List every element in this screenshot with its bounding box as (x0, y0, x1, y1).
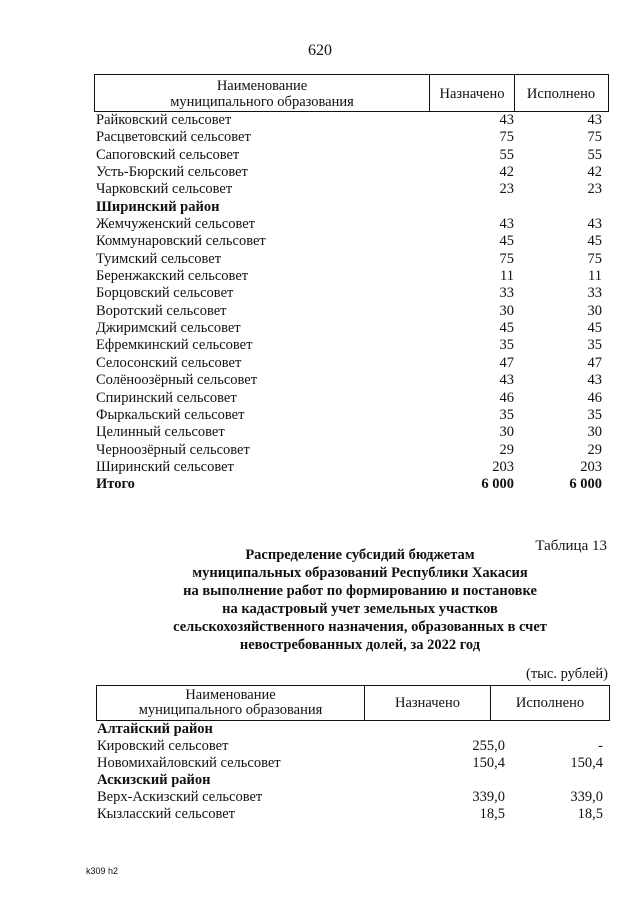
row-name: Черноозёрный сельсовет (96, 441, 250, 458)
row-executed: 23 (587, 181, 602, 198)
title-line: невостребованных долей, за 2022 год (239, 637, 481, 653)
table-row (94, 303, 609, 320)
row-name: Сапоговский сельсовет (96, 146, 240, 163)
row-name: Целинный сельсовет (96, 424, 225, 441)
header-executed: Исполнено (515, 695, 585, 711)
row-planned: 6 000 (481, 476, 514, 493)
row-planned: 35 (499, 406, 514, 423)
table-2-body (96, 721, 610, 823)
table-row (94, 320, 609, 337)
row-name: Борцовский сельсовет (96, 285, 234, 302)
table-row (94, 181, 609, 198)
table-label: Таблица 13 (535, 538, 607, 554)
row-name: Воротский сельсовет (96, 302, 227, 319)
table-row (94, 390, 609, 407)
row-executed: 47 (587, 354, 602, 371)
row-planned: 30 (499, 424, 514, 441)
header-name-line1: Наименование (185, 687, 276, 703)
table-row (94, 337, 609, 354)
row-name: Джиримский сельсовет (96, 320, 241, 337)
row-name: Ширинский район (96, 198, 220, 215)
title-line: на выполнение работ по формированию и постановке (183, 583, 537, 599)
row-planned: 45 (499, 233, 514, 250)
header-planned: Назначено (430, 75, 515, 111)
row-planned: 30 (499, 302, 514, 319)
table-row (96, 806, 610, 823)
row-executed: 30 (587, 424, 602, 441)
row-planned: 75 (499, 250, 514, 267)
row-name: Алтайский район (97, 721, 213, 737)
table-row (94, 424, 609, 441)
row-name: Верх-Аскизский сельсовет (97, 789, 263, 805)
row-name: Жемчуженский сельсовет (96, 216, 255, 233)
title-line: муниципальных образований Республики Хакасия (192, 565, 528, 581)
title-line: Распределение субсидий бюджетам (245, 547, 475, 563)
row-executed: 45 (587, 320, 602, 337)
row-executed: 55 (587, 146, 602, 163)
table-row (96, 738, 610, 755)
row-executed: 75 (587, 250, 602, 267)
row-planned: 339,0 (472, 789, 505, 805)
section-heading-row (96, 721, 610, 738)
row-name: Фыркальский сельсовет (96, 406, 245, 423)
row-planned: 46 (499, 389, 514, 406)
row-executed: 150,4 (570, 755, 603, 771)
row-name: Коммунаровский сельсовет (96, 233, 266, 250)
table-row (94, 251, 609, 268)
row-executed: 35 (587, 337, 602, 354)
row-name: Кызласский сельсовет (97, 806, 235, 822)
row-name: Кировский сельсовет (97, 738, 229, 754)
title-line: на кадастровый учет земельных участков (222, 601, 498, 617)
row-planned: 43 (499, 216, 514, 233)
table-1 (94, 74, 609, 494)
table-row (94, 268, 609, 285)
section-heading-row (94, 199, 609, 216)
header-executed: Исполнено (526, 86, 596, 102)
row-planned: 33 (499, 285, 514, 302)
header-name-cell (95, 75, 430, 111)
row-name: Ефремкинский сельсовет (96, 337, 253, 354)
row-planned: 23 (499, 181, 514, 198)
table-2-header (96, 685, 610, 721)
table-row (94, 147, 609, 164)
table-row (94, 112, 609, 129)
row-planned: 29 (499, 441, 514, 458)
row-executed: 75 (587, 129, 602, 146)
row-executed: 43 (587, 112, 602, 128)
table-row (94, 233, 609, 250)
row-executed: 42 (587, 164, 602, 181)
row-planned: 18,5 (479, 806, 505, 822)
row-planned: 43 (499, 372, 514, 389)
row-executed: 29 (587, 441, 602, 458)
row-planned: 75 (499, 129, 514, 146)
row-executed: 6 000 (569, 476, 602, 493)
row-executed: 45 (587, 233, 602, 250)
table-1-body (94, 112, 609, 494)
row-executed: 46 (587, 389, 602, 406)
units-label: (тыс. рублей) (526, 666, 608, 682)
row-planned: 45 (499, 320, 514, 337)
row-name: Аскизский район (97, 772, 211, 788)
row-name: Туимский сельсовет (96, 250, 222, 267)
table-row (96, 755, 610, 772)
row-planned: 55 (499, 146, 514, 163)
table-13-title (60, 546, 640, 654)
table-row (94, 164, 609, 181)
header-name-line2: муниципального образования (138, 702, 323, 718)
header-planned: Назначено (365, 686, 491, 720)
row-executed: 339,0 (570, 789, 603, 805)
page-number: 620 (308, 42, 332, 59)
row-planned: 47 (499, 354, 514, 371)
table-row (96, 789, 610, 806)
table-row (94, 442, 609, 459)
row-planned: 255,0 (472, 738, 505, 754)
row-executed: 11 (588, 268, 602, 285)
row-planned: 11 (500, 268, 514, 285)
title-line: сельскохозяйственного назначения, образованных в счет (173, 619, 547, 635)
row-executed: 43 (587, 216, 602, 233)
row-planned: 35 (499, 337, 514, 354)
row-name: Усть-Бюрский сельсовет (96, 164, 248, 181)
row-executed: - (598, 738, 603, 754)
table-row (94, 129, 609, 146)
table-1-header (94, 74, 609, 112)
row-planned: 43 (499, 112, 514, 128)
table-row (94, 216, 609, 233)
row-name: Расцветовский сельсовет (96, 129, 251, 146)
table-row (94, 355, 609, 372)
row-name: Ширинский сельсовет (96, 458, 234, 475)
row-planned: 203 (492, 458, 514, 475)
row-planned: 42 (499, 164, 514, 181)
row-name: Новомихайловский сельсовет (97, 755, 281, 771)
header-name-cell (97, 686, 365, 720)
footer-code: k309 h2 (86, 866, 119, 876)
table-row (94, 372, 609, 389)
table-row (94, 285, 609, 302)
row-executed: 35 (587, 406, 602, 423)
row-executed: 43 (587, 372, 602, 389)
table-2 (96, 685, 610, 823)
row-planned: 150,4 (472, 755, 505, 771)
header-name-line1: Наименование (216, 78, 308, 94)
row-executed: 18,5 (577, 806, 603, 822)
row-name: Итого (96, 476, 135, 493)
row-name: Беренжакский сельсовет (96, 268, 249, 285)
table-row (94, 407, 609, 424)
table-row (94, 476, 609, 493)
row-name: Чарковский сельсовет (96, 181, 233, 198)
row-executed: 33 (587, 285, 602, 302)
row-name: Райковский сельсовет (96, 112, 232, 128)
section-heading-row (96, 772, 610, 789)
row-executed: 203 (580, 458, 602, 475)
header-name-line2: муниципального образования (170, 94, 354, 110)
row-name: Солёноозёрный сельсовет (96, 372, 258, 389)
row-name: Спиринский сельсовет (96, 389, 237, 406)
row-name: Селосонский сельсовет (96, 354, 242, 371)
row-executed: 30 (587, 302, 602, 319)
table-row (94, 459, 609, 476)
